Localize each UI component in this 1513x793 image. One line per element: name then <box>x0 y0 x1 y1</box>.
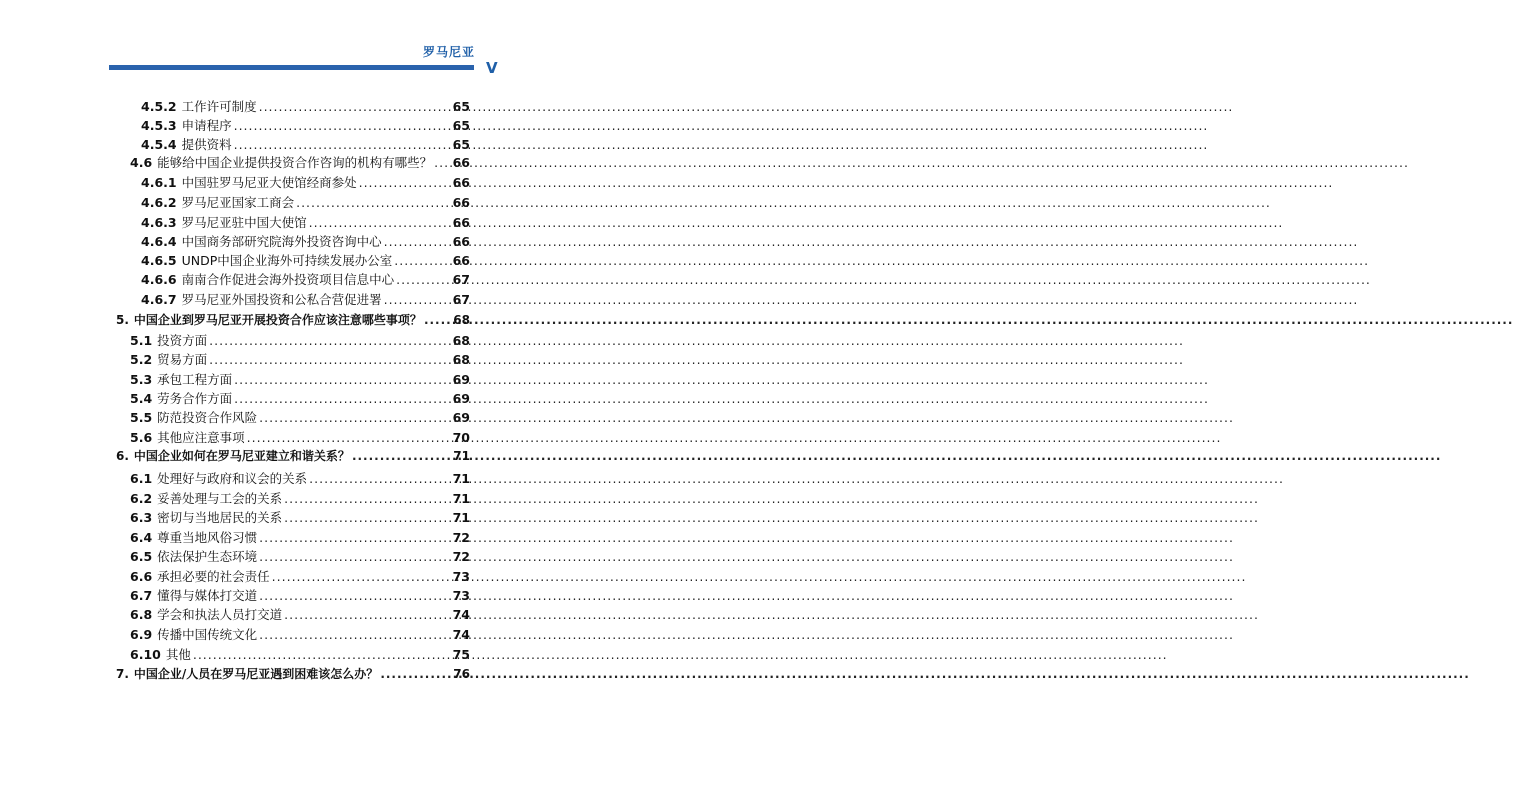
toc-entry-page: 71 <box>452 510 470 525</box>
dot-leader <box>259 588 450 603</box>
dot-leader <box>434 155 450 170</box>
dot-leader <box>384 234 451 249</box>
toc-entry-title: 中国商务部研究院海外投资咨询中心 <box>181 234 382 249</box>
toc-entry[interactable] <box>130 389 470 405</box>
toc-entry-number: 4.6.6 <box>141 272 177 287</box>
toc-entry-title: 罗马尼亚驻中国大使馆 <box>181 215 307 230</box>
toc-entry[interactable] <box>130 547 470 563</box>
toc-entry-page: 73 <box>452 569 470 584</box>
toc-entry-title: 防范投资合作风险 <box>157 410 258 425</box>
dot-leader <box>234 137 451 152</box>
toc-entry-number: 5.6 <box>130 430 153 445</box>
dot-leader <box>259 410 450 425</box>
toc-entry-page: 66 <box>452 175 470 190</box>
toc-entry[interactable] <box>130 586 470 602</box>
dot-leader <box>352 449 451 463</box>
dot-leader <box>380 667 451 681</box>
toc-entry-page: 65 <box>452 99 470 114</box>
toc-entry[interactable] <box>130 625 470 641</box>
toc-entry-page: 68 <box>452 352 470 367</box>
toc-entry-page: 66 <box>452 234 470 249</box>
toc-entry[interactable] <box>130 605 470 621</box>
toc-entry-title: 承担必要的社会责任 <box>157 569 270 584</box>
dot-leader <box>284 607 450 622</box>
toc-entry-title: 依法保护生态环境 <box>157 549 258 564</box>
toc-entry-number: 6.5 <box>130 549 153 564</box>
dot-leader <box>193 647 451 662</box>
toc-entry-number: 6.7 <box>130 588 153 603</box>
toc-entry-number: 6.8 <box>130 607 153 622</box>
toc-entry-title: 罗马尼亚外国投资和公私合营促进署 <box>181 292 382 307</box>
toc-entry-page: 70 <box>452 430 470 445</box>
toc-entry[interactable] <box>141 270 470 286</box>
toc-entry-title: 中国驻罗马尼亚大使馆经商参处 <box>181 175 357 190</box>
toc-entry-title: 密切与当地居民的关系 <box>157 510 283 525</box>
dot-leader <box>284 491 450 506</box>
toc-entry-page: 72 <box>452 549 470 564</box>
dot-leader <box>234 391 450 406</box>
toc-entry-page: 66 <box>452 215 470 230</box>
dot-leader <box>359 175 451 190</box>
dot-leader <box>209 352 450 367</box>
toc-entry-number: 5.1 <box>130 333 153 348</box>
toc-entry-page: 68 <box>452 333 470 348</box>
dot-leader <box>259 549 450 564</box>
toc-entry-number: 5.3 <box>130 372 153 387</box>
toc-entry-title: 懂得与媒体打交道 <box>157 588 258 603</box>
toc-entry-number: 6.6 <box>130 569 153 584</box>
toc-entry-page: 67 <box>452 272 470 287</box>
dot-leader <box>259 99 451 114</box>
dot-leader <box>394 253 450 268</box>
toc-entry-number: 6.10 <box>130 647 161 662</box>
toc-entry[interactable] <box>130 408 470 424</box>
toc-entry[interactable] <box>130 153 470 169</box>
toc-entry[interactable] <box>141 232 470 248</box>
toc-entry-title: 工作许可制度 <box>181 99 257 114</box>
toc-entry-page: 66 <box>452 195 470 210</box>
toc-entry-number: 4.6.5 <box>141 253 177 268</box>
toc-entry-title: 南南合作促进会海外投资项目信息中心 <box>181 272 395 287</box>
toc-entry-title: 其他应注意事项 <box>157 430 245 445</box>
toc-entry[interactable] <box>130 489 470 505</box>
page-numeral: V <box>486 59 498 77</box>
dot-leader <box>424 313 451 327</box>
dot-leader <box>384 292 451 307</box>
toc-entry-number: 6.2 <box>130 491 153 506</box>
toc-entry[interactable] <box>116 665 470 681</box>
toc-entry-number: 6.3 <box>130 510 153 525</box>
toc-entry-number: 5.4 <box>130 391 153 406</box>
toc-entry[interactable] <box>141 173 470 189</box>
toc-entry-page: 66 <box>452 155 470 170</box>
toc-entry-title: 中国企业到罗马尼亚开展投资合作应该注意哪些事项？ <box>133 313 422 327</box>
toc-entry-title: 中国企业如何在罗马尼亚建立和谐关系？ <box>133 449 350 463</box>
dot-leader <box>309 215 451 230</box>
toc-entry-page: 71 <box>452 491 470 506</box>
toc-entry-number: 5. <box>116 313 129 327</box>
toc-entry[interactable] <box>130 350 470 366</box>
toc-entry[interactable] <box>130 370 470 386</box>
dot-leader <box>234 372 450 387</box>
dot-leader <box>284 510 450 525</box>
dot-leader <box>396 272 450 287</box>
dot-leader <box>296 195 450 210</box>
toc-entry-number: 7. <box>116 667 129 681</box>
toc-entry-page: 71 <box>452 471 470 486</box>
toc-entry[interactable] <box>130 469 470 485</box>
toc-entry-title: 妥善处理与工会的关系 <box>157 491 283 506</box>
toc-entry[interactable] <box>130 645 470 661</box>
toc-entry-number: 4.5.4 <box>141 137 177 152</box>
dot-leader <box>247 430 451 445</box>
toc-entry[interactable] <box>116 311 470 327</box>
toc-entry-number: 6.9 <box>130 627 153 642</box>
toc-entry[interactable] <box>141 97 470 113</box>
toc-entry-number: 6. <box>116 449 129 463</box>
toc-entry[interactable] <box>130 428 470 444</box>
dot-leader <box>209 333 450 348</box>
toc-entry-title: 学会和执法人员打交道 <box>157 607 283 622</box>
toc-entry-page: 73 <box>452 588 470 603</box>
table-of-contents <box>0 0 559 793</box>
toc-entry-title: 投资方面 <box>157 333 208 348</box>
toc-entry-page: 67 <box>452 292 470 307</box>
toc-entry-page: 69 <box>452 391 470 406</box>
toc-entry-page: 65 <box>452 137 470 152</box>
toc-entry-page: 66 <box>452 253 470 268</box>
dot-leader <box>259 627 450 642</box>
dot-leader <box>259 530 450 545</box>
toc-entry[interactable] <box>141 193 470 209</box>
toc-entry-page: 75 <box>452 647 470 662</box>
toc-entry-page: 69 <box>452 372 470 387</box>
toc-entry-title: 提供资料 <box>181 137 232 152</box>
toc-entry-page: 68 <box>453 313 470 327</box>
toc-entry-page: 65 <box>452 118 470 133</box>
toc-entry-page: 72 <box>452 530 470 545</box>
toc-entry[interactable] <box>130 567 470 583</box>
toc-entry[interactable] <box>141 135 470 151</box>
toc-entry-title: UNDP中国企业海外可持续发展办公室 <box>181 253 393 268</box>
toc-entry[interactable] <box>130 331 470 347</box>
toc-entry-title: 中国企业/人员在罗马尼亚遇到困难该怎么办？ <box>133 667 379 681</box>
toc-entry-page: 74 <box>452 607 470 622</box>
toc-entry-title: 能够给中国企业提供投资合作咨询的机构有哪些？ <box>157 155 433 170</box>
toc-entry-number: 4.6.7 <box>141 292 177 307</box>
toc-entry[interactable] <box>130 528 470 544</box>
dot-leader <box>309 471 450 486</box>
toc-entry-title: 其他 <box>165 647 191 662</box>
toc-entry[interactable] <box>116 447 470 463</box>
toc-entry-number: 4.6.4 <box>141 234 177 249</box>
toc-entry-number: 5.2 <box>130 352 153 367</box>
toc-entry-page: 71 <box>453 449 470 463</box>
toc-entry[interactable] <box>141 251 470 267</box>
toc-entry-number: 4.6.3 <box>141 215 177 230</box>
toc-entry-page: 76 <box>453 667 470 681</box>
toc-entry-title: 处理好与政府和议会的关系 <box>157 471 308 486</box>
toc-entry-page: 69 <box>452 410 470 425</box>
toc-entry-number: 4.6.2 <box>141 195 177 210</box>
toc-entry-title: 劳务合作方面 <box>157 391 233 406</box>
toc-entry-title: 传播中国传统文化 <box>157 627 258 642</box>
dot-leader <box>272 569 451 584</box>
toc-entry[interactable] <box>141 290 470 306</box>
toc-entry-number: 5.5 <box>130 410 153 425</box>
toc-entry-page: 74 <box>452 627 470 642</box>
toc-entry-number: 4.5.3 <box>141 118 177 133</box>
toc-entry-title: 申请程序 <box>181 118 232 133</box>
toc-entry-number: 4.6.1 <box>141 175 177 190</box>
header-title: 罗马尼亚 <box>422 45 475 59</box>
toc-entry-number: 6.4 <box>130 530 153 545</box>
toc-entry-number: 4.6 <box>130 155 153 170</box>
toc-entry[interactable] <box>141 213 470 229</box>
toc-entry-title: 尊重当地风俗习惯 <box>157 530 258 545</box>
toc-entry-number: 6.1 <box>130 471 153 486</box>
toc-entry[interactable] <box>130 508 470 524</box>
toc-entry-title: 承包工程方面 <box>157 372 233 387</box>
toc-entry-title: 罗马尼亚国家工商会 <box>181 195 295 210</box>
toc-entry-number: 4.5.2 <box>141 99 177 114</box>
toc-entry-title: 贸易方面 <box>157 352 208 367</box>
toc-entry[interactable] <box>141 116 470 132</box>
dot-leader <box>234 118 451 133</box>
